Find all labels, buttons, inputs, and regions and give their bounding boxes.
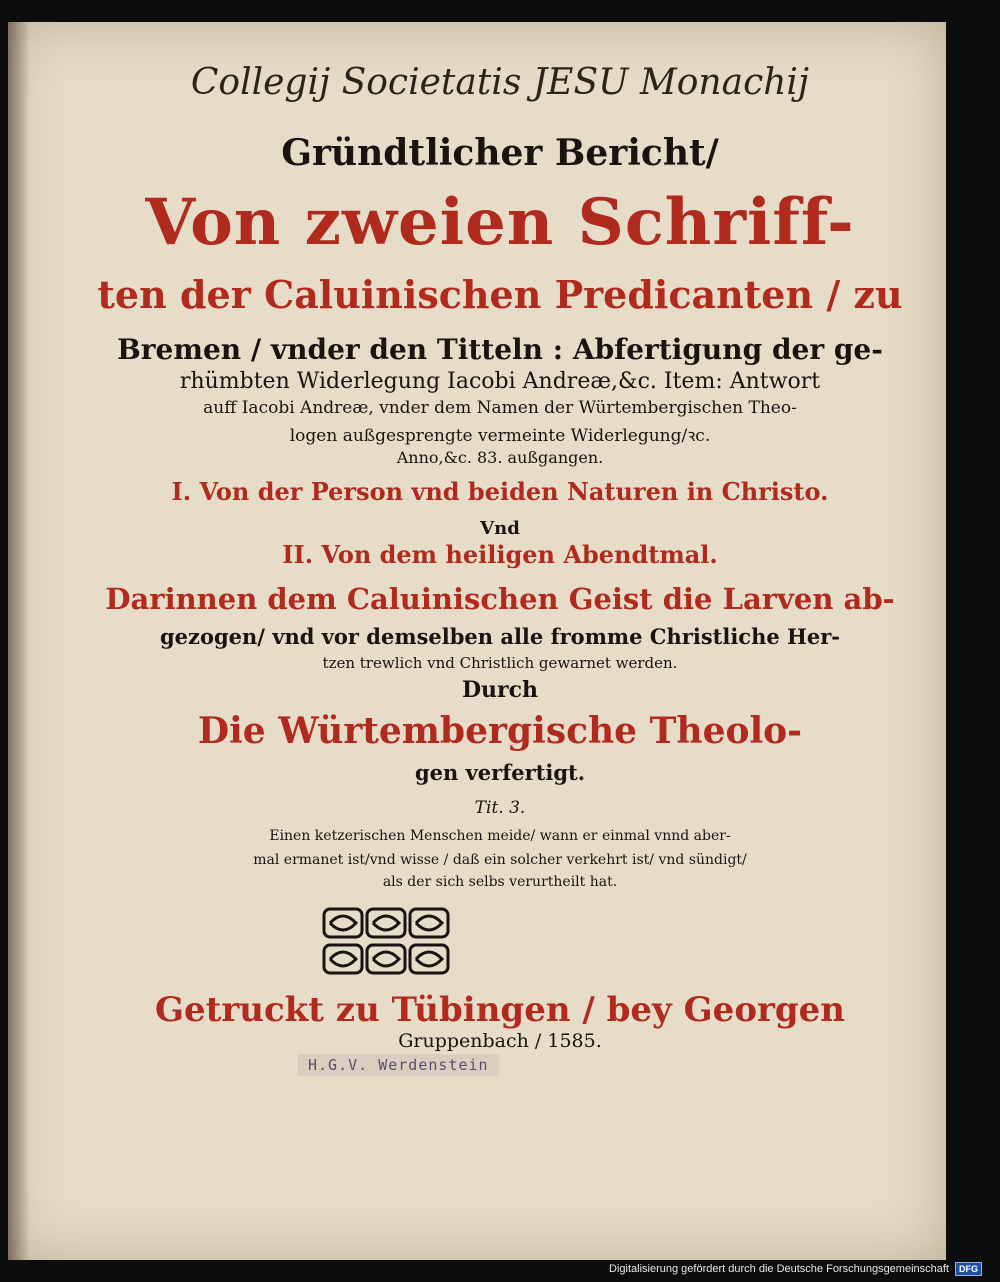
description-line-1: Darinnen dem Caluinischen Geist die Larven ab- <box>105 582 895 616</box>
handwritten-note: Collegij Societatis JESU Monachij <box>190 62 810 103</box>
title-line-1: Gründtlicher Bericht/ <box>281 132 719 174</box>
durch-word: Durch <box>461 677 539 703</box>
ownership-stamp: H.G.V. Werdenstein <box>298 1054 499 1076</box>
title-line-3: ten der Caluinischen Predicanten / zu <box>97 272 903 317</box>
title-line-7: logen außgesprengte vermeinte Widerlegung/ꝛc. <box>289 426 711 446</box>
und-word: Vnd <box>480 518 520 539</box>
section-one: I. Von der Person vnd beiden Naturen in Christo. <box>171 477 829 506</box>
imprint-line-2: Gruppenbach / 1585. <box>398 1030 602 1052</box>
section-two: II. Von dem heiligen Abendtmal. <box>282 540 718 569</box>
footer-text: Digitalisierung gefördert durch die Deutsche Forschungsgemeinschaft <box>609 1263 949 1275</box>
verse-reference: Tit. 3. <box>474 798 526 818</box>
imprint-line-1: Getruckt zu Tübingen / bey Georgen <box>154 990 846 1030</box>
dfg-logo: DFG <box>955 1262 982 1276</box>
title-line-8: Anno,&c. 83. außgangen. <box>396 448 604 467</box>
title-line-6: auff Iacobi Andreæ, vnder dem Namen der Würtembergischen Theo- <box>203 398 797 418</box>
author-line-2: gen verfertigt. <box>414 760 586 785</box>
verse-line-2: mal ermanet ist/vnd wisse / daß ein solcher verkehrt ist/ vnd sündigt/ <box>253 852 747 868</box>
binding-shadow <box>8 22 30 1260</box>
footer <box>609 1262 982 1276</box>
title-line-2: Von zweien Schriff- <box>145 185 855 260</box>
title-line-5: rhümbten Widerlegung Iacobi Andreæ,&c. Item: Antwort <box>179 369 821 394</box>
author-line-1: Die Würtembergische Theolo- <box>197 710 803 752</box>
printers-ornament <box>320 905 452 977</box>
description-line-2: gezogen/ vnd vor demselben alle fromme Christliche Her- <box>159 624 841 649</box>
title-line-4: Bremen / vnder den Titteln : Abfertigung der ge- <box>117 333 883 366</box>
verse-line-1: Einen ketzerischen Menschen meide/ wann er einmal vnnd aber- <box>269 828 731 844</box>
verse-line-3: als der sich selbs verurtheilt hat. <box>382 874 618 890</box>
description-line-3: tzen trewlich vnd Christlich gewarnet werden. <box>322 654 678 672</box>
